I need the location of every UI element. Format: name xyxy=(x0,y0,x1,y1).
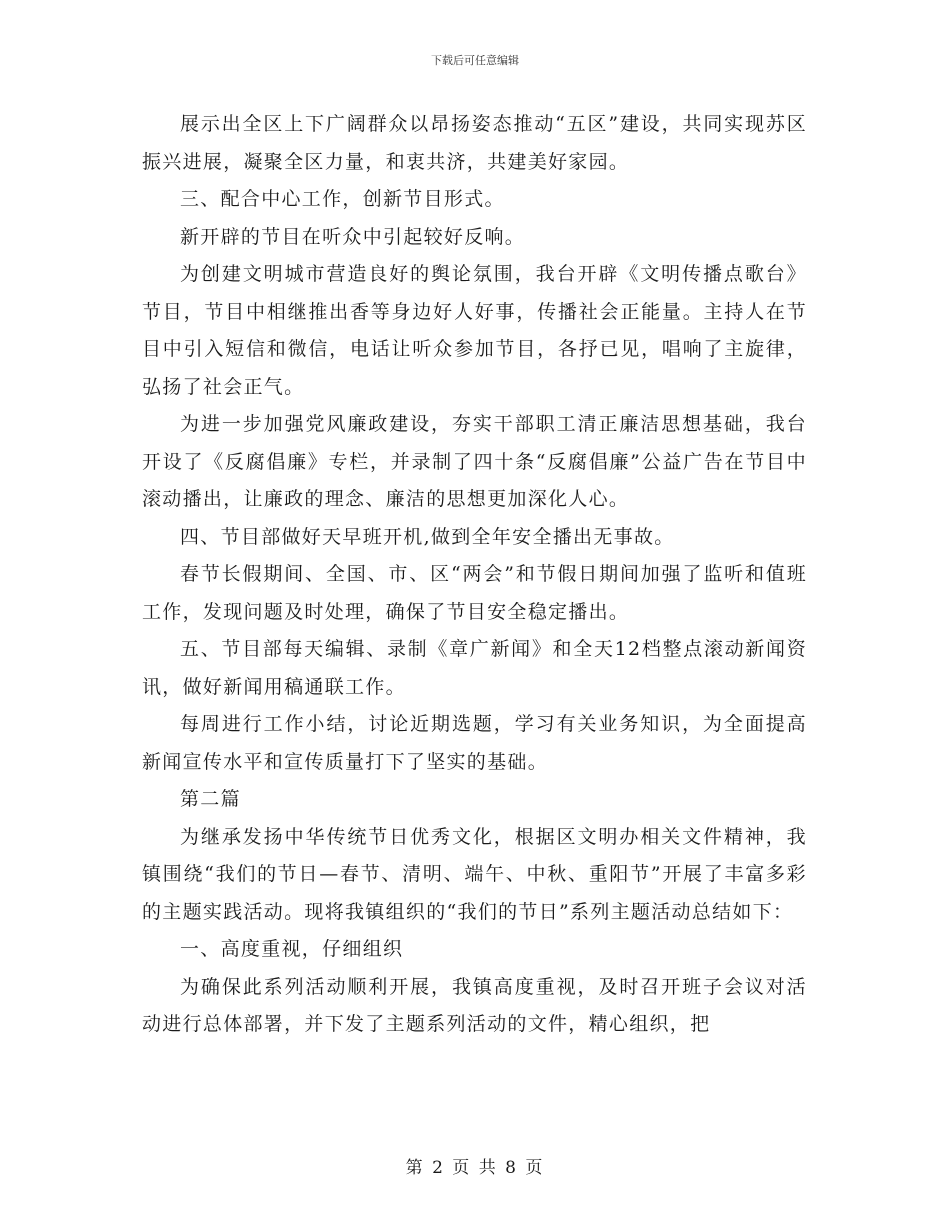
section-heading: 三、配合中心工作，创新节目形式。 xyxy=(180,188,505,210)
paragraph: 展示出全区上下广阔群众以昂扬姿态推动“五区”建设，共同实现苏区振兴进展，凝聚全区力量，和衷共济，共建美好家园。 xyxy=(142,113,807,173)
paragraph: 为确保此系列活动顺利开展，我镇高度重视，及时召开班子会议对活动进行总体部署，并下发了主题系列活动的文件，精心组织，把 xyxy=(142,975,807,1035)
page-header: 下载后可任意编辑 xyxy=(431,54,519,67)
section-heading: 四、节目部做好天早班开机,做到全年安全播出无事故。 xyxy=(180,525,675,548)
page-footer: 第 2 页 共 8 页 xyxy=(405,1158,545,1178)
section-heading: 一、高度重视，仔细组织 xyxy=(180,938,404,960)
paragraph: 每周进行工作小结，讨论近期选题，学习有关业务知识，为全面提高新闻宣传水平和宣传质量打下了坚实的基础。 xyxy=(142,713,807,773)
chapter-heading: 第二篇 xyxy=(180,788,241,810)
paragraph: 为进一步加强党风廉政建设，夯实干部职工清正廉洁思想基础，我台开设了《反腐倡廉》专栏，并录制了四十条“反腐倡廉”公益广告在节目中滚动播出，让廉政的理念、廉洁的思想更加深化人心。 xyxy=(142,413,807,510)
section-heading: 五、节目部每天编辑、录制《章广新闻》和全天12档整点滚动新闻资讯，做好新闻用稿通联工作。 xyxy=(142,638,807,698)
paragraph: 为继承发扬中华传统节日优秀文化，根据区文明办相关文件精神，我镇围绕“我们的节日—春节、清明、端午、中秋、重阳节”开展了丰富多彩的主题实践活动。现将我镇组织的“我们的节日”系列主题活动总结如下： xyxy=(142,825,807,923)
paragraph: 春节长假期间、全国、市、区“两会”和节假日期间加强了监听和值班工作，发现问题及时处理，确保了节目安全稳定播出。 xyxy=(142,563,807,623)
paragraph: 新开辟的节目在听众中引起较好反响。 xyxy=(180,225,526,248)
paragraph: 为创建文明城市营造良好的舆论氛围，我台开辟《文明传播点歌台》节目，节目中相继推出香等身边好人好事，传播社会正能量。主持人在节目中引入短信和微信，电话让听众参加节目，各抒已见，唱响了主旋律，弘扬了社会正气。 xyxy=(142,263,807,398)
document-body xyxy=(142,106,807,1044)
